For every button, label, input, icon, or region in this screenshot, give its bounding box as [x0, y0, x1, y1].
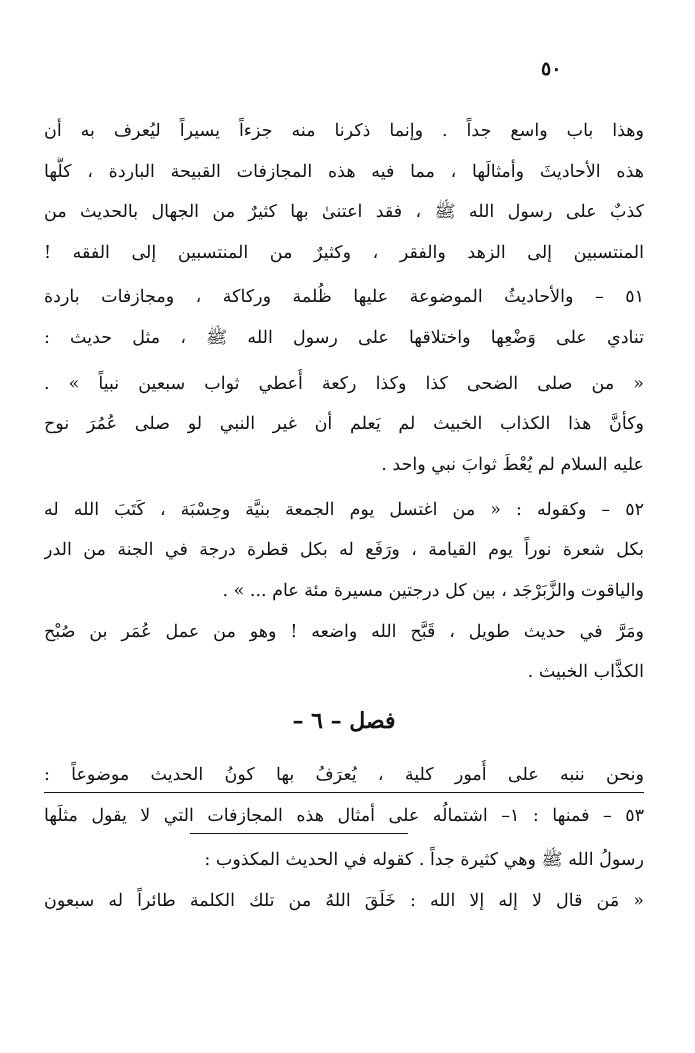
text-line: تنادي على وَضْعِها واختلاقها على رسول الله ﷺ ، مثل حديث : — [44, 328, 644, 348]
text-line: رسولُ الله ﷺ وهي كثيرة جداً . كقوله في الحديث المكذوب : — [204, 850, 644, 870]
text-line: ٥٢ – وكقوله : « من اغتسل يوم الجمعة بنيَّة وحِسْبَة ، كَتَبَ الله له — [44, 500, 644, 520]
text-line: هذه الأحاديثَ وأمثالَها ، مما فيه هذه المجازفات القبيحة الباردة ، كلُّها — [44, 162, 644, 182]
text-line: ٥٣ – فمنها : ١– اشتمالُه على أمثال هذه المجازفات التي لا يقول مثلَها — [44, 806, 644, 826]
section-heading: فصل – ٦ – — [292, 708, 396, 734]
page-number: ٥٠ — [541, 58, 562, 80]
underline-divider — [44, 792, 644, 793]
text-line: ونحن ننبه على أُمور كلية ، يُعرَفُ بها كونُ الحديث موضوعاً : — [44, 765, 644, 785]
underline-divider — [190, 833, 408, 834]
text-line: والياقوت والزَّبَرْجَد ، بين كل درجتين مسيرة مئة عام ... » . — [222, 581, 644, 601]
text-line: ٥١ – والأحاديثُ الموضوعة عليها ظُلمة وركاكة ، ومجازفات باردة — [44, 287, 644, 307]
text-line: وكأنَّ هذا الكذاب الخبيث لم يَعلم أن غير النبي لو صلى عُمُرَ نوح — [44, 414, 644, 434]
text-line: عليه السلام لم يُعْطَ ثوابَ نبي واحد . — [381, 455, 644, 475]
text-line: كذبٌ على رسول الله ﷺ ، فقد اعتنىٰ بها كثيرٌ من الجهال بالحديث من — [44, 202, 644, 222]
text-line: بكل شعرة نوراً يوم القيامة ، ورَفَع له بكل قطرة درجة في الجنة من الدر — [44, 540, 644, 560]
text-line: « من صلى الضحى كذا وكذا ركعة أُعطي ثواب سبعين نبياً » . — [44, 374, 644, 394]
text-line: الكذَّاب الخبيث . — [527, 662, 644, 682]
text-line: وهذا باب واسع جداً . وإنما ذكرنا منه جزءاً يسيراً ليُعرف به أن — [44, 121, 644, 141]
text-line: « مَن قال لا إله إلا الله : خَلَقَ اللهُ من تلك الكلمة طائراً له سبعون — [44, 891, 644, 911]
text-line: ومَرَّ في حديث طويل ، قَبَّح الله واضعه ! وهو من عمل عُمَر بن صُبْح — [44, 622, 644, 642]
text-line: المنتسبين إلى الزهد والفقر ، وكثيرٌ من المنتسبين إلى الفقه ! — [44, 243, 644, 263]
